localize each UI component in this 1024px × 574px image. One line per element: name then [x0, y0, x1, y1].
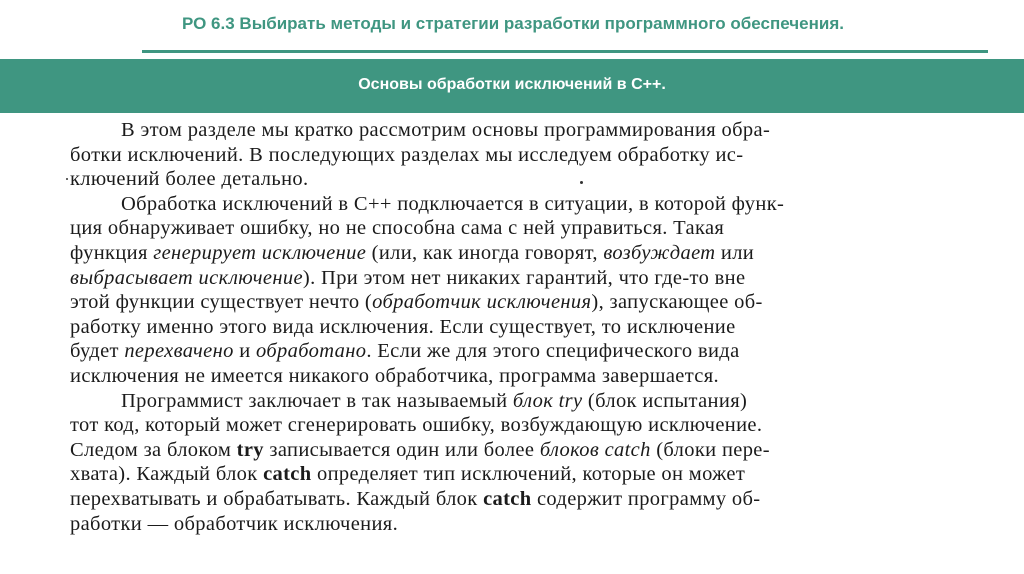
- italic-term: обработано: [256, 340, 367, 363]
- slide-title: РО 6.3 Выбирать методы и стратегии разработки программного обеспечения.: [182, 14, 844, 33]
- text-line: Обработка исключений в С++ подключается в ситуации, в которой функ-: [121, 192, 785, 215]
- italic-term: обработчик исключения: [372, 291, 592, 314]
- italic-term: генерирует исключение: [153, 241, 367, 264]
- keyword: catch: [263, 463, 312, 486]
- scan-speck: [66, 178, 68, 180]
- text-line: выбрасывает исключение). При этом нет никаких гарантий, что где-то вне: [70, 266, 746, 289]
- text-line: тот код, который может сгенерировать ошибку, возбуждающую исключение.: [70, 414, 763, 437]
- text-line: будет перехвачено и обработано. Если же для этого специфического вида: [70, 340, 740, 363]
- text-line: работки — обработчик исключения.: [70, 512, 399, 535]
- text-line: перехватывать и обрабатывать. Каждый блок catch содержит программу об-: [70, 487, 761, 510]
- title-underline: [142, 50, 988, 53]
- text-line: этой функции существует нечто (обработчик исключения), запускающее об-: [70, 291, 763, 314]
- text-line: исключения не имеется никакого обработчика, программа завершается.: [70, 364, 720, 387]
- text-line: Программист заключает в так называемый блок try (блок испытания): [121, 389, 748, 412]
- text-line: В этом разделе мы кратко рассмотрим основы программирования обра-: [121, 119, 771, 141]
- italic-term: блок try: [512, 389, 583, 412]
- italic-term: блоков catch: [539, 438, 651, 461]
- italic-term: возбуждает: [603, 241, 716, 264]
- section-title: Основы обработки исключений в С++.: [358, 76, 666, 93]
- text-line: хвата). Каждый блок catch определяет тип исключений, которые он может: [70, 463, 746, 486]
- italic-term: выбрасывает исключение: [70, 266, 303, 289]
- text-line: ция обнаруживает ошибку, но не способна сама с ней управиться. Такая: [70, 217, 725, 240]
- scanned-text-block: [70, 118, 960, 536]
- keyword: try: [236, 438, 264, 461]
- section-banner: [0, 59, 1024, 113]
- text-line: Следом за блоком try записывается один или более блоков catch (блоки пере-: [70, 438, 770, 461]
- text-line: работку именно этого вида исключения. Если существует, то исключение: [70, 315, 736, 338]
- text-line: функция генерирует исключение (или, как иногда говорят, возбуждает или: [70, 241, 755, 264]
- keyword: catch: [483, 487, 532, 510]
- text-line: ботки исключений. В последующих разделах мы исследуем обработку ис-: [70, 143, 744, 166]
- italic-term: перехвачено: [124, 340, 234, 363]
- text-line: ключений более детально.: [70, 168, 309, 191]
